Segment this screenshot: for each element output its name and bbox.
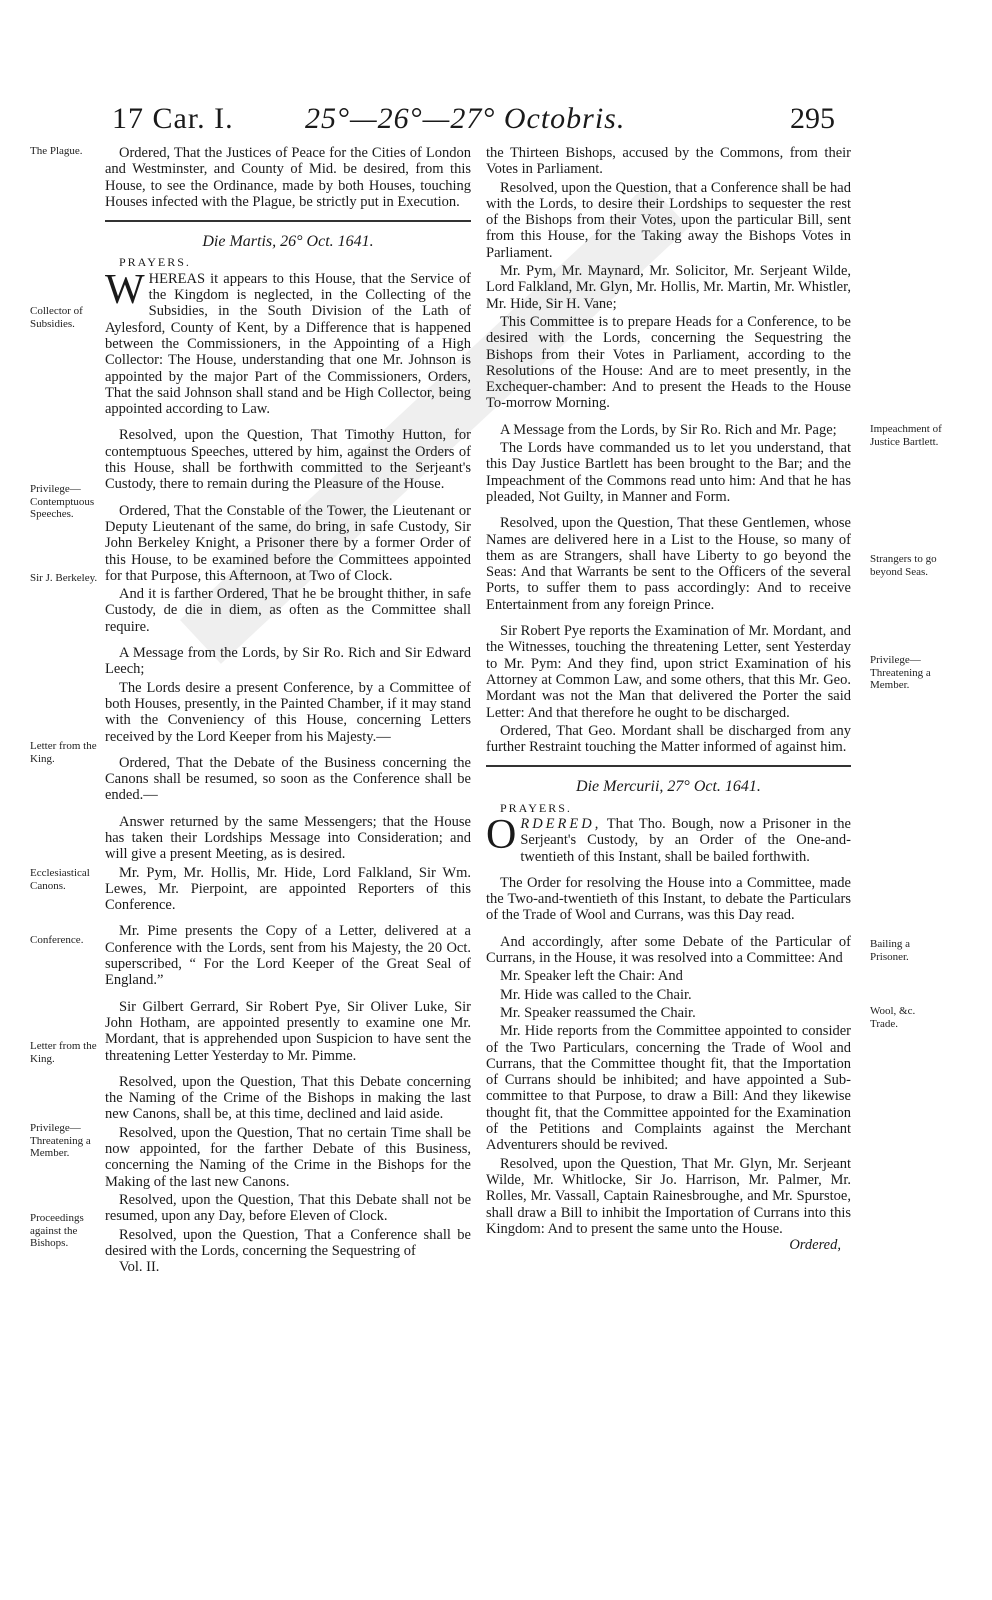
order-mordant-discharged: Ordered, That Geo. Mordant shall be discharged from any further Restraint touching the Matter informed of against him. xyxy=(486,722,851,756)
lords-desire-conference: The Lords desire a present Conference, by a Committee of both Houses, presently, in the Painted Chamber, if it may stand with the Conveniency of this House, concerning Letters received by the Lord Keeper from his Majesty.— xyxy=(105,679,471,745)
order-canons: Ordered, That the Debate of the Business concerning the Canons shall be resumed, so soon as the Conference shall be ended.— xyxy=(105,754,471,804)
order-berkeley: Ordered, That the Constable of the Tower, the Lieutenant or Deputy Lieutenant of the same, do bring, in safe Custody, Sir John Berkeley Knight, a Prisoner there by a former Order of this House, to be examined before the Committees appointed for that Purpose, this Afternoon, at Two of Clock. xyxy=(105,502,471,584)
page-number: 295 xyxy=(790,102,835,135)
appointed-reporters: Mr. Pym, Mr. Hollis, Mr. Hide, Lord Falkland, Sir Wm. Lewes, Mr. Pierpoint, are appointed Reporters of this Conference. xyxy=(105,864,471,914)
speaker-left: Mr. Speaker left the Chair: And xyxy=(500,968,683,985)
speaker-resumed: Mr. Speaker reassumed the Chair. xyxy=(500,1004,696,1021)
margin-note: Impeachment of Justice Bartlett. xyxy=(870,423,942,448)
left-column xyxy=(105,145,471,1275)
pye-report: Sir Robert Pye reports the Examination of Mr. Mordant, and the Witnesses, touching the threatening Letter, sent Yesterday to Mr. Pym: And they find, upon strict Examination of his Attorney at Common Law, and some others, that this Mr. Geo. Mordant was not the Man that delivered the Porter the said Letter: And that therefore he ought to be discharged. xyxy=(486,623,851,721)
margin-note: Conference. xyxy=(30,934,84,946)
order-berkeley-further: And it is farther Ordered, That he be brought thither, in safe Custody, de die in diem, as often as the Committee shall require. xyxy=(105,586,471,635)
drop-cap: O xyxy=(486,811,517,858)
bartlett-impeachment: The Lords have commanded us to let you understand, that this Day Justice Bartlett has been brought to the Bar; and the Impeachment of the Commons read unto him: And that he has pleaded, Not Guilty, in Manner and Form. xyxy=(486,440,851,505)
resolution-strangers: Resolved, upon the Question, That these Gentlemen, whose Names are delivered here in a List to the House, so many of them as are Strangers, shall have Liberty to go beyond the Seas: And that Warrants be sent to the Officers of the several Ports, to suffer them to pass accordingly: And to receive Entertainment from any foreign Prince. xyxy=(486,515,851,613)
committee-heads: This Committee is to prepare Heads for a Conference, to be desired with the Lords, concerning the Sequestring the Bishops from their Votes in Parliament, according to the Resolutions of the House: And are to meet presently, in the Exchequer-chamber: And to present the Heads to the House To-morrow Morning. xyxy=(486,313,851,412)
resolution-bishops-1: Resolved, upon the Question, That this Debate concerning the Naming of the Crime of the Bishops in making the last new Canons, shall be, at this time, declined and laid aside. xyxy=(105,1073,471,1123)
collector-text: HEREAS it appears to this House, that the Service of the Kingdom is neglected, in the Collecting of the Subsidies, in the South Division of the Lath of Aylesford, County of Kent, by a Difference that is happened between the Commissioners, in the Appointing of a High Collector: The House, understanding that one Mr. Johnson is appointed by the major Part of the Commissioners, Orders, That the said Johnson shall stand and be High Collector, being appointed according to Law. xyxy=(105,270,471,418)
section-rule xyxy=(486,765,851,767)
margin-note: Sir J. Berkeley. xyxy=(30,572,98,584)
bough-text: That Tho. Bough, now a Prisoner in the Serjeant's Custody, by an Order of the One-and-twentieth of this Instant, shall be bailed forthwith. xyxy=(520,815,851,865)
margin-note: Letter from the King. xyxy=(30,1040,97,1065)
hide-called: Mr. Hide was called to the Chair. xyxy=(500,986,692,1003)
wool-order: The Order for resolving the House into a Committee, made the Two-and-twentieth of this Instant, to debate the Particulars of the Trade of Wool and Currans, was this Day read. xyxy=(486,874,851,924)
section-rule xyxy=(105,220,471,222)
right-column xyxy=(486,145,851,1253)
margin-note: Privilege— Threatening a Member. xyxy=(870,654,931,691)
volume-signature: Vol. II. xyxy=(119,1259,160,1276)
order-plague: Ordered, That the Justices of Peace for the Cities of London and Westminster, and County of Mid. be desired, from this House, to see the Ordinance, made by both Houses, touching Houses infected with the Plague, be strictly put in Execution. xyxy=(105,145,471,210)
resolution-bishops-4: Resolved, upon the Question, That a Conference shall be desired with the Lords, concerning the Sequestring of xyxy=(105,1226,471,1259)
margin-note: Letter from the King. xyxy=(30,740,97,765)
day-heading: Die Martis, 26° Oct. 1641. xyxy=(202,233,374,251)
prayers-label: PRAYERS. xyxy=(500,800,572,815)
day-heading: Die Mercurii, 27° Oct. 1641. xyxy=(576,778,761,796)
margin-note: Strangers to go beyond Seas. xyxy=(870,553,937,578)
order-bough xyxy=(486,811,851,865)
resolution-hutton: Resolved, upon the Question, That Timothy Hutton, for contemptuous Speeches, uttered by him, against the Orders of this House, shall be forthwith committed to the Serjeant's Custody, there to remain during the Pleasure of the House. xyxy=(105,427,471,493)
margin-note: Collector of Subsidies. xyxy=(30,305,83,330)
margin-note: Privilege— Contemptuous Speeches. xyxy=(30,483,95,520)
pime-letter: Mr. Pime presents the Copy of a Letter, delivered at a Conference with the Lords, sent from his Majesty, the 20 Oct. superscribed, “ For the Lord Keeper of the Great Seal of England.” xyxy=(105,923,471,989)
collector-paragraph xyxy=(105,266,471,418)
margin-note: Wool, &c. Trade. xyxy=(870,1005,916,1030)
running-head-reign: 17 Car. I. xyxy=(112,102,234,135)
margin-note: Bailing a Prisoner. xyxy=(870,938,911,963)
answer-returned: Answer returned by the same Messengers; that the House has taken their Lordships Message into Consideration; and will give a present Meeting, as is desired. xyxy=(105,813,471,863)
message-from-lords: A Message from the Lords, by Sir Ro. Rich and Sir Edward Leech; xyxy=(105,645,471,678)
margin-note: Ecclesiastical Canons. xyxy=(30,867,90,892)
margin-note: The Plague. xyxy=(30,145,83,157)
committee-names: Mr. Pym, Mr. Maynard, Mr. Solicitor, Mr. Serjeant Wilde, Lord Falkland, Mr. Glyn, Mr. Hollis, Mr. Martin, Mr. Whistler, Mr. Hide, Sir H. Vane; xyxy=(486,263,851,312)
running-head-dates: 25°—26°—27° Octobris. xyxy=(305,102,626,135)
resolution-bishops-2: Resolved, upon the Question, That no certain Time shall be now appointed, for the farther Debate of this Business, concerning the Naming of the Crime in the Bishops for the Making of the last new Canons. xyxy=(105,1124,471,1190)
resolution-bishops-3: Resolved, upon the Question, That this Debate shall not be resumed, upon any Day, before Eleven of Clock. xyxy=(105,1191,471,1225)
catchword: Ordered, xyxy=(789,1237,841,1254)
drop-cap: W xyxy=(105,266,145,313)
resolution-glyn-bill: Resolved, upon the Question, That Mr. Glyn, Mr. Serjeant Wilde, Mr. Whitlocke, Sir Jo. Harrison, Mr. Palmer, Mr. Rolles, Mr. Vassall, Captain Rainesbroughe, and Mr. Spurstoe, shall draw a Bill to inhibit the Importation of Currans into this Kingdom: And to present the same unto the House. xyxy=(486,1155,851,1237)
continuation: the Thirteen Bishops, accused by the Commons, from their Votes in Parliament. xyxy=(486,145,851,178)
examine-mordant: Sir Gilbert Gerrard, Sir Robert Pye, Sir Oliver Luke, Sir John Hotham, are appointed presently to examine one Mr. Mordant, that is apprehended upon Suspicion to have sent the threatening Letter Yesterday to Mr. Pimme. xyxy=(105,998,471,1064)
resolved-committee: And accordingly, after some Debate of the Particular of Currans, in the House, it was resolved into a Committee: And xyxy=(486,933,851,967)
prayers-label: PRAYERS. xyxy=(119,255,191,270)
resolution-conference: Resolved, upon the Question, that a Conference shall be had with the Lords, to desire their Lordships to sequester the rest of the Bishops from their Votes, upon the particular Bill, sent from this House, for the Taking away the Bishops Votes in Parliament. xyxy=(486,179,851,261)
margin-note: Proceedings against the Bishops. xyxy=(30,1212,84,1249)
ordered-spaced: RDERED, xyxy=(520,815,602,832)
margin-note: Privilege— Threatening a Member. xyxy=(30,1122,91,1159)
hide-report: Mr. Hide reports from the Committee appointed to consider of the Two Particulars, concerning the Trade of Wool and Currans, that the Committee thought fit, that the Importation of Currans should be inhibited; and have appointed a Sub-committee to that Purpose, to draw a Bill: And they likewise thought fit, that the Committee appointed for the Examination of the Petitions and Complaints against the Merchant Adventurers should be revived. xyxy=(486,1023,851,1154)
message-page: A Message from the Lords, by Sir Ro. Rich and Mr. Page; xyxy=(500,421,837,438)
